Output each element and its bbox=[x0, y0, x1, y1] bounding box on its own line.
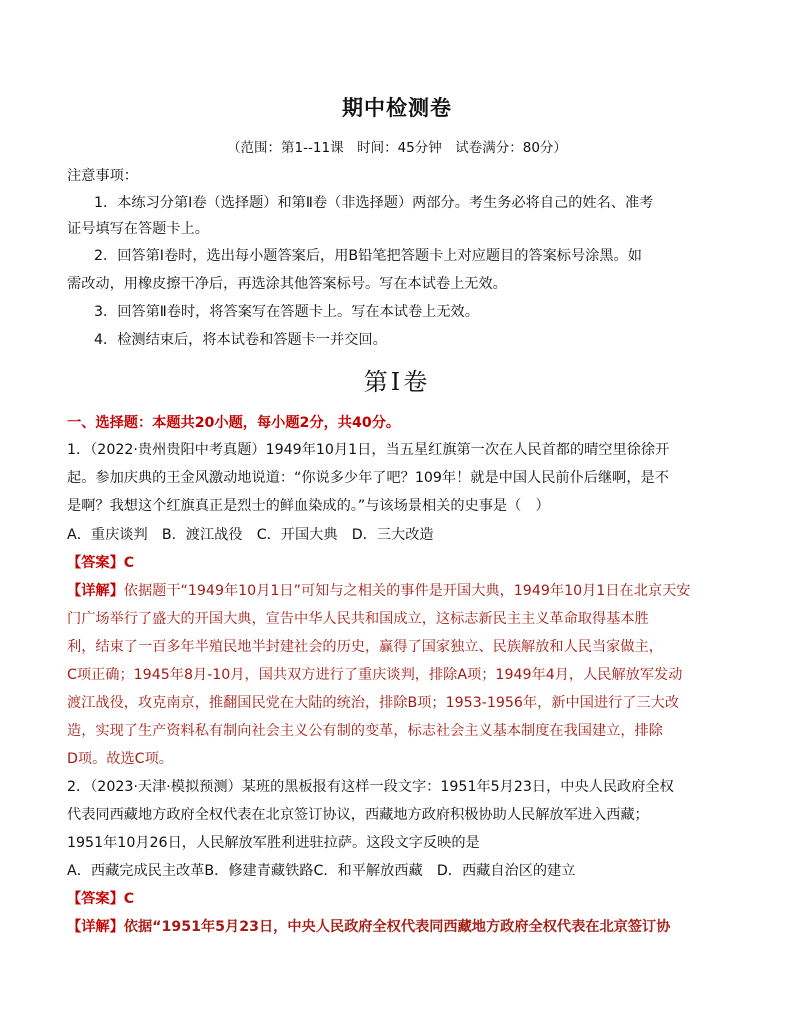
section-heading: 一、选择题：本题共20小题，每小题2分，共40分。 bbox=[67, 415, 401, 431]
detail-text: 依据题干“1949年10月1日”可知与之相关的事件是开国大典，1949年10月1日在北京天安 bbox=[123, 583, 691, 599]
detail-tag: 【详解】 bbox=[67, 919, 124, 935]
question-2-answer bbox=[67, 889, 731, 909]
notes-heading: 注意事项： bbox=[67, 168, 138, 184]
detail-tag: 【详解】 bbox=[67, 583, 124, 599]
question-1-line: 起。参加庆典的王金风激动地说道：“你说多少年了吧？109年！就是中国人民前仆后继啊，是不 bbox=[67, 470, 669, 486]
question-1-detail-line: C项正确；1945年8月-10月，国共双方进行了重庆谈判，排除A项；1949年4月，人民解放军发动 bbox=[67, 667, 683, 683]
question-1-line: 1．（2022·贵州贵阳中考真题）1949年10月1日，当五星红旗第一次在人民首都的晴空里徐徐开 bbox=[67, 442, 670, 458]
answer-value: C bbox=[123, 555, 135, 571]
question-1-line: 是啊？我想这个红旗真正是烈士的鲜血染成的。”与该场景相关的史事是（ ） bbox=[67, 498, 550, 514]
question-1-options: A．重庆谈判 B．渡江战役 C．开国大典 D．三大改造 bbox=[67, 527, 434, 543]
question-1-detail-line bbox=[67, 581, 731, 601]
question-1-answer bbox=[67, 553, 731, 573]
note-line: 2．回答第Ⅰ卷时，选出每小题答案后，用B铅笔把答题卡上对应题目的答案标号涂黑。如 bbox=[94, 248, 642, 264]
note-line: 证号填写在答题卡上。 bbox=[67, 221, 209, 237]
question-1-detail-line: 造，实现了生产资料私有制向社会主义公有制的变革，标志社会主义基本制度在我国建立，排除 bbox=[67, 723, 663, 739]
question-2-line: 代表同西藏地方政府全权代表在北京签订协议，西藏地方政府积极协助人民解放军进入西藏； bbox=[67, 807, 649, 823]
question-2-line: 1951年10月26日，人民解放军胜利进驻拉萨。这段文字反映的是 bbox=[67, 835, 480, 851]
note-line: 需改动，用橡皮擦干净后，再选涂其他答案标号。写在本试卷上无效。 bbox=[67, 276, 507, 292]
question-1-detail-line: D项。故选C项。 bbox=[67, 751, 173, 767]
question-1-detail-line: 门广场举行了盛大的开国大典，宣告中华人民共和国成立，这标志新民主主义革命取得基本胜 bbox=[67, 611, 649, 627]
answer-tag: 【答案】 bbox=[67, 891, 124, 907]
question-2-line: 2．（2023·天津·模拟预测）某班的黑板报有这样一段文字：1951年5月23日，中央人民政府全权 bbox=[67, 779, 674, 795]
page-title: 期中检测卷 bbox=[342, 96, 452, 120]
volume-title: 第Ⅰ卷 bbox=[363, 368, 431, 396]
answer-tag: 【答案】 bbox=[67, 555, 124, 571]
detail-text: 依据“1951年5月23日，中央人民政府全权代表同西藏地方政府全权代表在北京签订协 bbox=[123, 919, 671, 935]
question-1-detail-line: 渡江战役，攻克南京，推翻国民党在大陆的统治，排除B项；1953-1956年，新中国进行了三大改 bbox=[67, 695, 680, 711]
question-1-detail-line: 利，结束了一百多年半殖民地半封建社会的历史，赢得了国家独立、民族解放和人民当家做主， bbox=[67, 639, 663, 655]
exam-scope-subtitle: （范围：第1--11课 时间：45分钟 试卷满分：80分） bbox=[227, 140, 567, 156]
answer-value: C bbox=[123, 891, 135, 907]
question-2-options: A．西藏完成民主改革B．修建青藏铁路C．和平解放西藏 D．西藏自治区的建立 bbox=[67, 863, 576, 879]
note-line: 4．检测结束后，将本试卷和答题卡一并交回。 bbox=[94, 332, 387, 348]
question-2-detail-line bbox=[67, 917, 731, 937]
note-line: 1．本练习分第Ⅰ卷（选择题）和第Ⅱ卷（非选择题）两部分。考生务必将自己的姓名、准考 bbox=[94, 195, 654, 211]
note-line: 3．回答第Ⅱ卷时，将答案写在答题卡上。写在本试卷上无效。 bbox=[94, 304, 479, 320]
